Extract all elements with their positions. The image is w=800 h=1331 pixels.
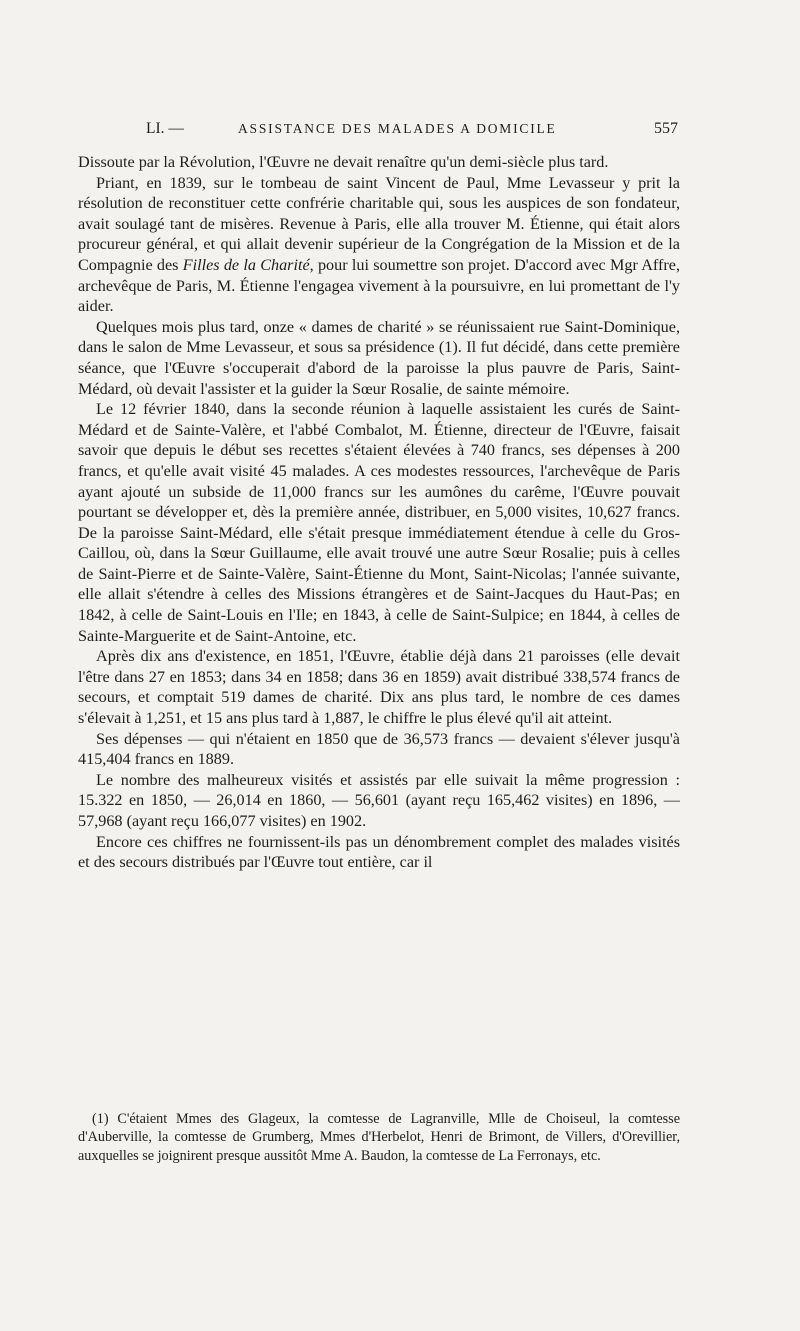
paragraph-6: Ses dépenses — qui n'étaient en 1850 que de 36,573 francs — devaient s'élever jusqu'à 415,404 francs en 1889. <box>78 729 680 769</box>
paragraph-2: Priant, en 1839, sur le tombeau de saint Vincent de Paul, Mme Levasseur y prit la résolution de reconstituer cette confrérie charitable qui, sous les auspices de son fondateur, avait soulagé tant de misères. Revenue à Paris, elle alla trouver M. Étienne, qui était alors procureur général, et qui allait devenir supérieur de la Congrégation de la Mission et de la Compagnie des Filles de la Charité, pour lui soumettre son projet. D'accord avec Mgr Affre, archevêque de Paris, M. Étienne l'engagea vivement à la poursuivre, en lui promettant de l'y aider. <box>78 173 681 316</box>
paragraph-3: Quelques mois plus tard, onze « dames de charité » se réunissaient rue Saint-Dominique, dans le salon de Mme Levasseur, et sous sa présidence (1). Il fut décidé, dans cette première séance, que l'Œuvre s'occuperait d'abord de la paroisse la plus pauvre de Paris, Saint-Médard, où devait l'assister et la guider la Sœur Rosalie, de sainte mémoire. <box>78 317 680 398</box>
page-number: 557 <box>654 120 678 137</box>
body-text <box>78 152 680 873</box>
paragraph-5: Après dix ans d'existence, en 1851, l'Œuvre, établie déjà dans 21 paroisses (elle devait l'être dans 27 en 1853; dans 34 en 1858; dans 36 en 1859) avait distribué 338,574 francs de secours, et comptait 519 dames de charité. Dix ans plus tard, le nombre de ces dames s'élevait à 1,251, et 15 ans plus tard à 1,887, le chiffre le plus élevé qu'il ait atteint. <box>78 647 680 728</box>
running-title: ASSISTANCE DES MALADES A DOMICILE <box>238 121 557 136</box>
paragraph-8: Encore ces chiffres ne fournissent-ils pas un dénombrement complet des malades visités et des secours distribués par l'Œuvre tout entière, car il <box>78 832 680 872</box>
paragraph-1: Dissoute par la Révolution, l'Œuvre ne devait renaître qu'un demi-siècle plus tard. <box>78 153 609 171</box>
footnote <box>78 1110 680 1165</box>
running-head <box>78 117 680 141</box>
paragraph-7: Le nombre des malheureux visités et assistés par elle suivait la même progression : 15.322 en 1850, — 26,014 en 1860, — 56,601 (ayant reçu 165,462 visites) en 1896, — 57,968 (ayant reçu 166,077 visites) en 1902. <box>78 770 680 830</box>
footnote-text: (1) C'étaient Mmes des Glageux, la comtesse de Lagranville, Mlle de Choiseul, la comtesse d'Auberville, la comtesse de Grumberg, Mmes d'Herbelot, Henri de Brimont, de Villers, d'Orevillier, auxquelles se joignirent presque aussitôt Mme A. Baudon, la comtesse de La Ferronays, etc. <box>78 1111 680 1164</box>
italic-title: Filles de la Charité <box>182 255 310 274</box>
book-page <box>78 0 680 1331</box>
chapter-number: LI. — <box>146 120 184 137</box>
paragraph-4: Le 12 février 1840, dans la seconde réunion à laquelle assistaient les curés de Saint-Médard et de Sainte-Valère, et l'abbé Combalot, M. Étienne, directeur de l'Œuvre, faisait savoir que depuis le début ses recettes s'étaient élevées à 740 francs, ses dépenses à 200 francs, et qu'elle avait visité 45 malades. A ces modestes ressources, l'archevêque de Paris ayant ajouté un subside de 11,000 francs sur les aumônes du carême, l'Œuvre pouvait pourtant se développer et, dès la première année, distribuer, en 5,000 visites, 10,627 francs. De la paroisse Saint-Médard, elle s'était presque immédiatement étendue à celle du Gros-Caillou, où, dans la Sœur Guillaume, elle avait trouvé une autre Sœur Rosalie; puis à celles de Saint-Pierre et de Sainte-Valère, Saint-Étienne du Mont, Saint-Nicolas; l'année suivante, elle allait s'étendre à celles des Missions étrangères et de Saint-Jacques du Haut-Pas; en 1842, à celle de Saint-Louis en l'Ile; en 1843, à celle de Saint-Sulpice; en 1844, à celles de Sainte-Marguerite et de Saint-Antoine, etc. <box>78 400 680 645</box>
